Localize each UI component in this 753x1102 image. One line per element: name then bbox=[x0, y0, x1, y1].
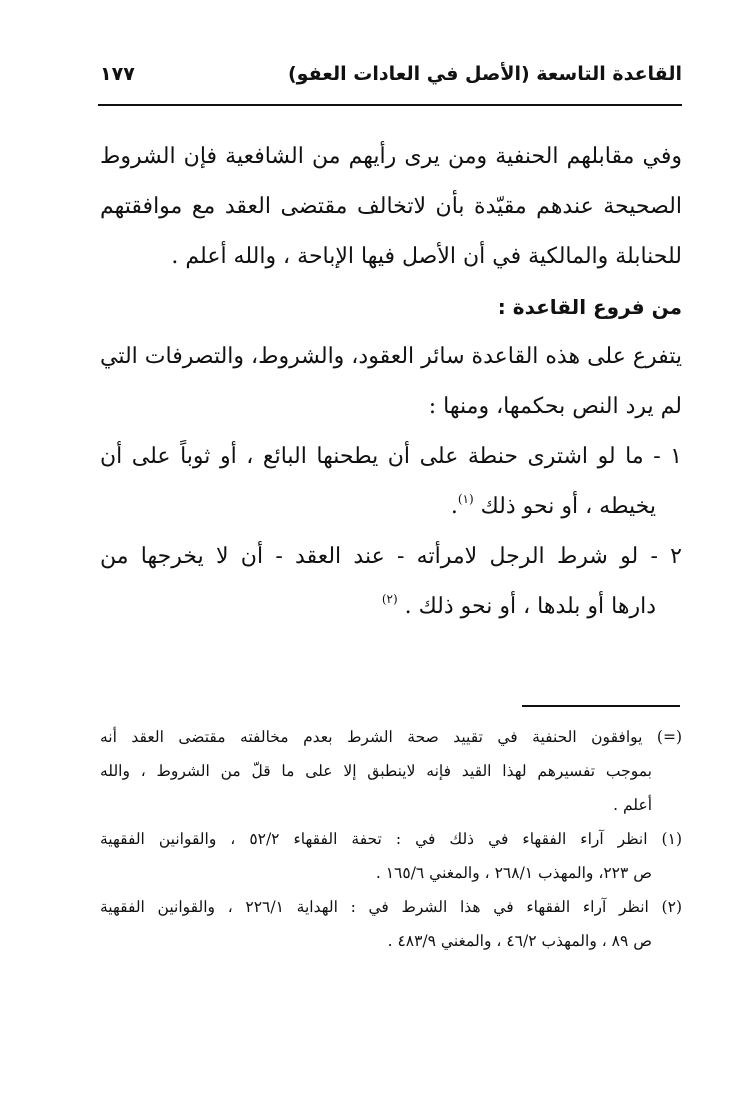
footnote-continued-line: (=) يوافقون الحنفية في تقييد صحة الشرط بعدم مخالفته مقتضى العقد أنه bbox=[100, 728, 682, 746]
footnote-1-line: ص ٢٢٣، والمهذب ٢٦٨/١ ، والمغني ١٦٥/٦ . bbox=[375, 864, 652, 882]
footnote-continued-line: بموجب تفسيرهم لهذا القيد فإنه لاينطبق إلا على ما قلّ من الشروط ، والله bbox=[100, 762, 652, 780]
list-item-2-line: ٢ - لو شرط الرجل لامرأته - عند العقد - أن لا يخرجها من bbox=[100, 544, 682, 569]
page-header bbox=[100, 52, 682, 96]
page-number: ١٧٧ bbox=[100, 63, 135, 85]
footnote-ref-2[interactable]: (٢) bbox=[381, 592, 398, 606]
footnote-2-line: ص ٨٩ ، والمهذب ٤٦/٢ ، والمغني ٤٨٣/٩ . bbox=[387, 932, 652, 950]
paragraph-line: الصحيحة عندهم مقيّدة بأن لاتخالف مقتضى العقد مع موافقتهم bbox=[100, 194, 682, 219]
paragraph-line: لم يرد النص بحكمها، ومنها : bbox=[428, 394, 682, 419]
header-rule bbox=[98, 104, 682, 106]
main-text bbox=[100, 132, 682, 632]
paragraph-line: يتفرع على هذه القاعدة سائر العقود، والشروط، والتصرفات التي bbox=[100, 344, 682, 369]
footnote-separator bbox=[522, 705, 680, 707]
list-item-2-text: دارها أو بلدها ، أو نحو ذلك . bbox=[404, 594, 656, 619]
footnote-ref-1[interactable]: (١) bbox=[457, 492, 474, 506]
paragraph-line: وفي مقابلهم الحنفية ومن يرى رأيهم من الشافعية فإن الشروط bbox=[100, 144, 682, 169]
footnote-1-line: (١) انظر آراء الفقهاء في ذلك في : تحفة الفقهاء ٥٢/٢ ، والقوانين الفقهية bbox=[100, 830, 682, 848]
footnote-continued-line: أعلم . bbox=[613, 796, 652, 814]
list-item-1-end: . bbox=[450, 494, 458, 519]
footnotes bbox=[100, 720, 682, 958]
running-title: القاعدة التاسعة (الأصل في العادات العفو) bbox=[288, 63, 682, 85]
section-subheading: من فروع القاعدة : bbox=[497, 295, 682, 319]
list-item-1-line: ١ - ما لو اشترى حنطة على أن يطحنها البائع ، أو ثوباً على أن bbox=[100, 444, 682, 469]
list-item-2-continuation bbox=[100, 582, 682, 632]
list-item-1-continuation bbox=[100, 482, 682, 532]
footnote-2-line: (٢) انظر آراء الفقهاء في هذا الشرط في : الهداية ٢٢٦/١ ، والقوانين الفقهية bbox=[100, 898, 682, 916]
list-item-1-text: يخيطه ، أو نحو ذلك bbox=[480, 494, 656, 519]
paragraph-line: للحنابلة والمالكية في أن الأصل فيها الإباحة ، والله أعلم . bbox=[171, 244, 682, 269]
